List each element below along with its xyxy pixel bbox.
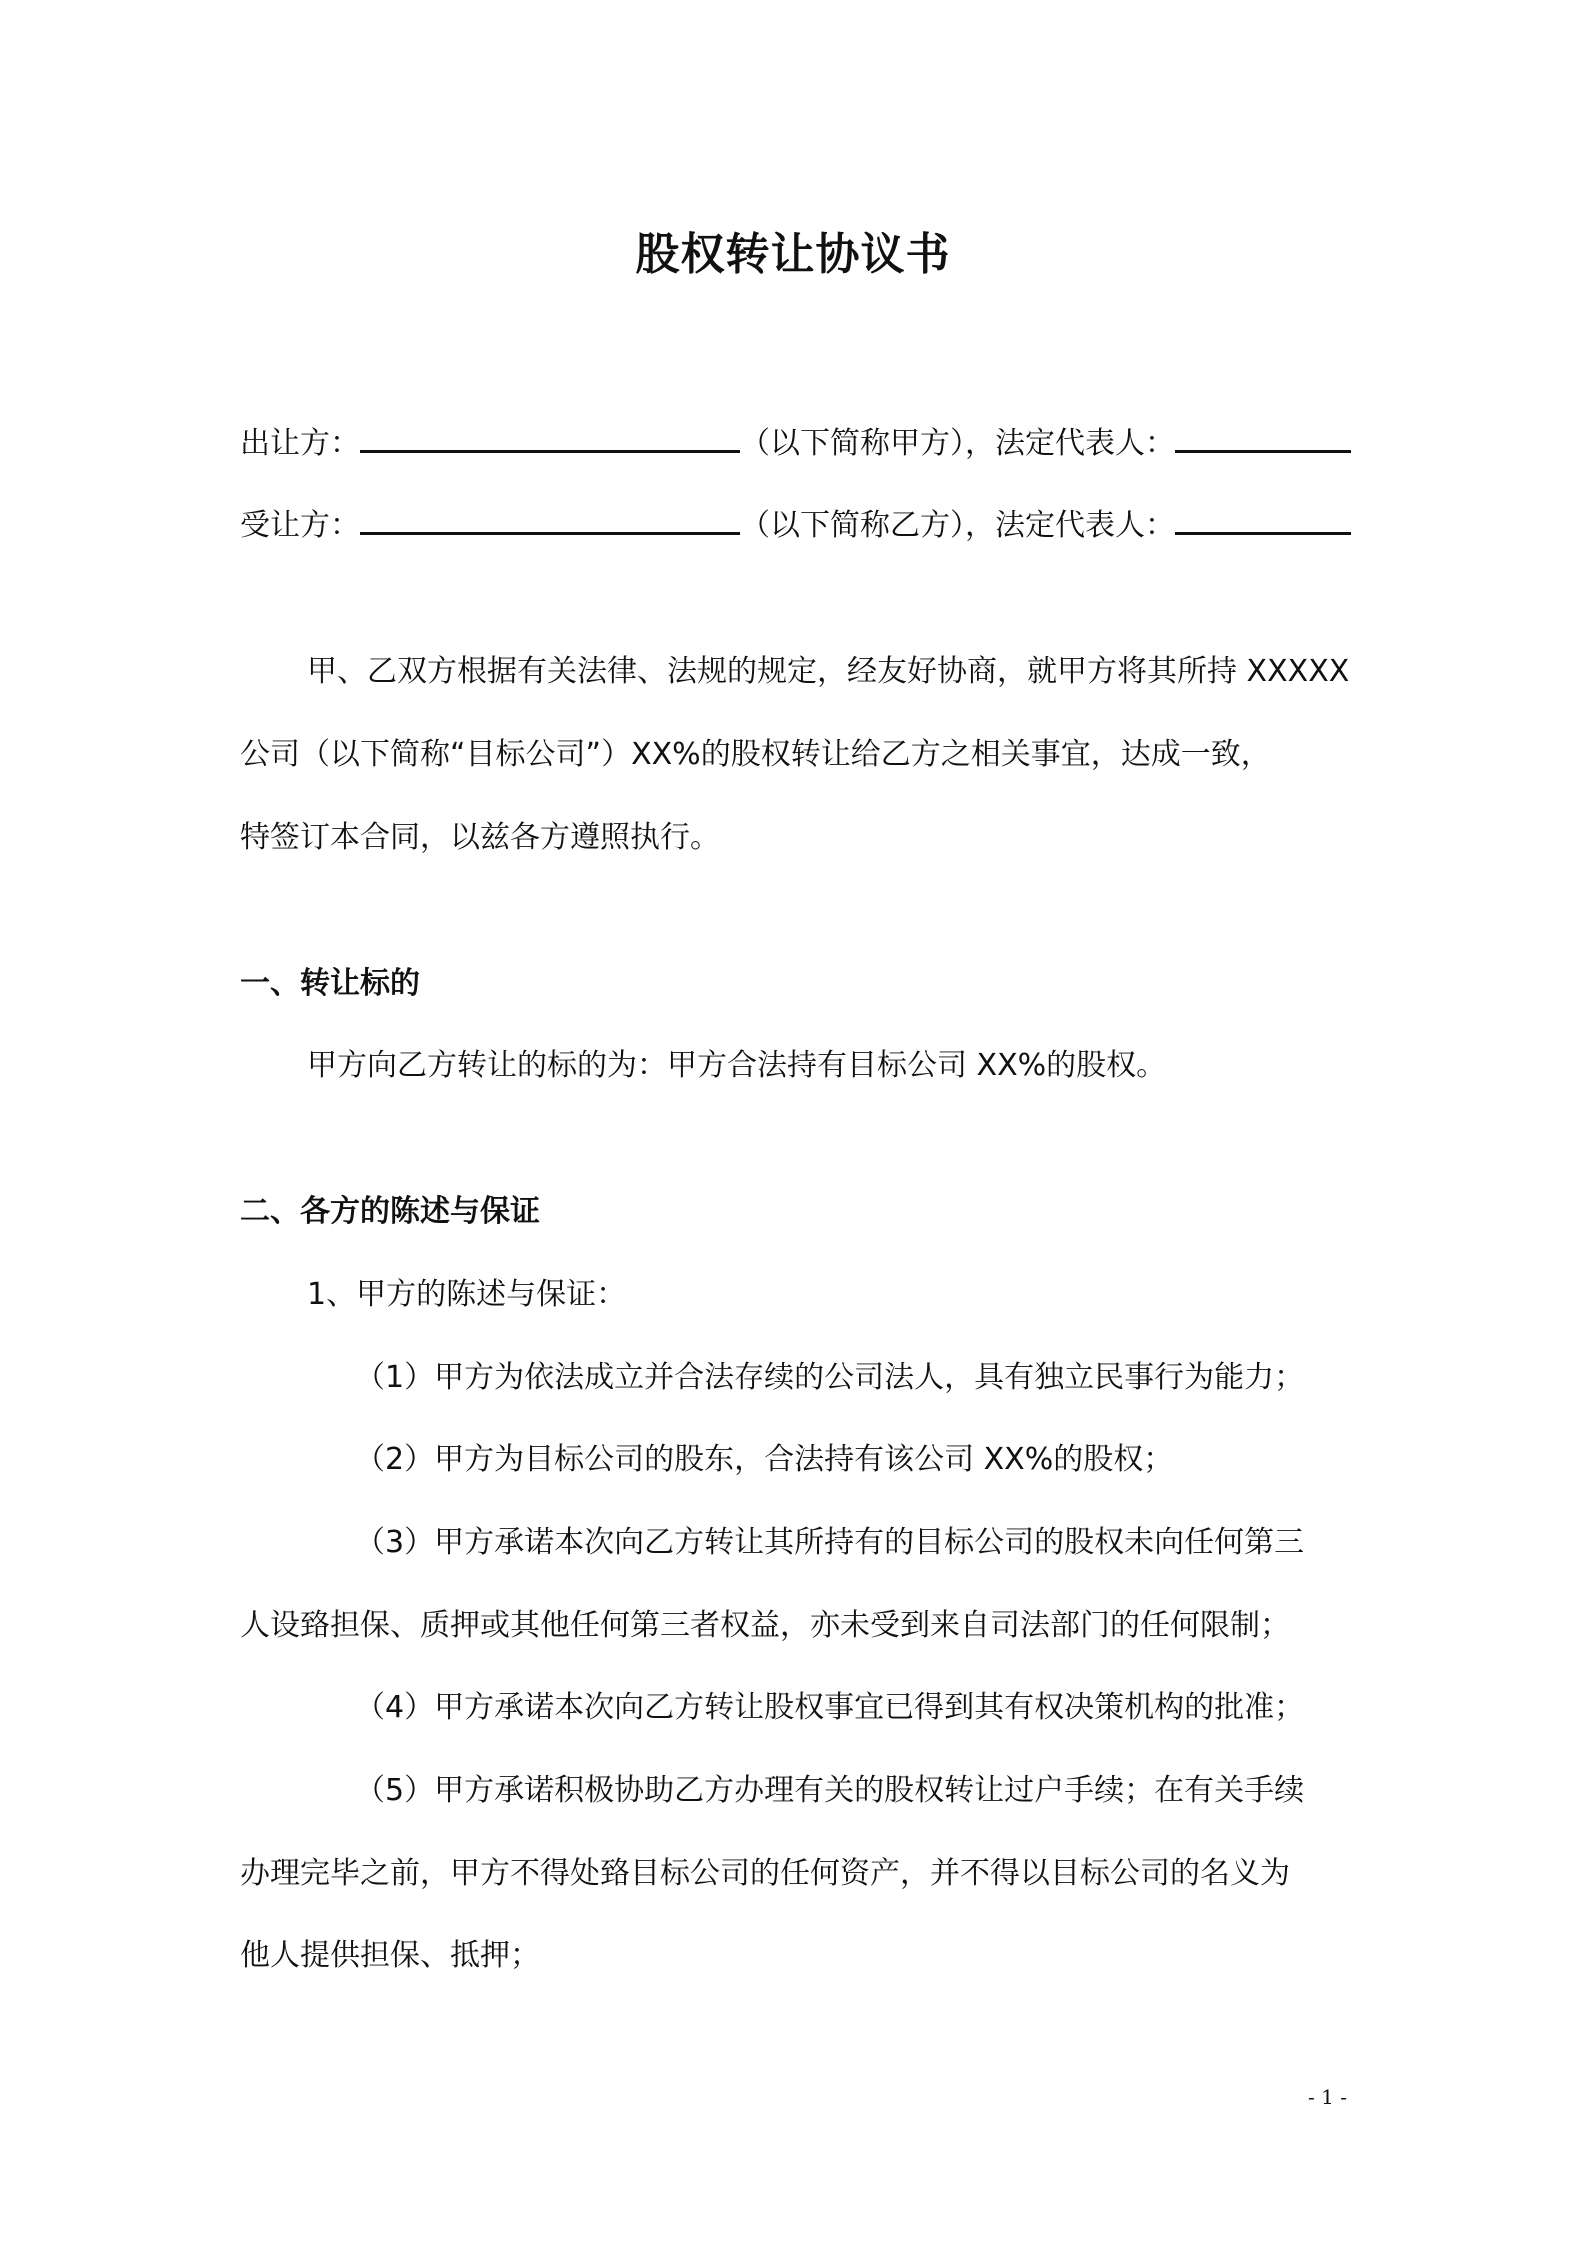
transferee-rep-blank[interactable] (1175, 502, 1351, 535)
clause-5-line-3: 他人提供担保、抵押； (240, 1938, 540, 1973)
transferor-abbr: （以下简称甲方），法定代表人： (740, 426, 1175, 461)
page-number: - 1 - (1308, 2085, 1347, 2109)
clause-4: （4）甲方承诺本次向乙方转让股权事宜已得到其有权决策机构的批准； (355, 1690, 1305, 1725)
section-1-body: 甲方向乙方转让的标的为：甲方合法持有目标公司 XX%的股权。 (307, 1048, 1167, 1083)
section-2-heading: 二、各方的陈述与保证 (240, 1194, 540, 1229)
section-1-heading: 一、转让标的 (240, 966, 420, 1001)
intro-line-3: 特签订本合同，以兹各方遵照执行。 (240, 820, 720, 855)
transferor-name-blank[interactable] (360, 420, 740, 453)
clause-1: （1）甲方为依法成立并合法存续的公司法人，具有独立民事行为能力； (355, 1360, 1305, 1395)
document-title: 股权转让协议书 (635, 229, 951, 280)
transferor-rep-blank[interactable] (1175, 420, 1351, 453)
transferor-line (240, 420, 1350, 464)
clause-2: （2）甲方为目标公司的股东，合法持有该公司 XX%的股权； (355, 1442, 1174, 1477)
clause-5-line-2: 办理完毕之前，甲方不得处臵目标公司的任何资产，并不得以目标公司的名义为 (240, 1856, 1290, 1891)
section-2-subheading: 1、甲方的陈述与保证： (307, 1277, 627, 1312)
transferee-name-blank[interactable] (360, 502, 740, 535)
intro-line-1: 甲、乙双方根据有关法律、法规的规定，经友好协商，就甲方将其所持 XXXXX (307, 654, 1350, 689)
clause-3-line-1: （3）甲方承诺本次向乙方转让其所持有的目标公司的股权未向任何第三 (355, 1525, 1305, 1560)
intro-line-2: 公司（以下简称“目标公司”）XX%的股权转让给乙方之相关事宜，达成一致， (240, 737, 1271, 772)
transferee-label: 受让方： (240, 508, 360, 543)
transferor-label: 出让方： (240, 426, 360, 461)
transferee-line (240, 502, 1350, 546)
clause-3-line-2: 人设臵担保、质押或其他任何第三者权益，亦未受到来自司法部门的任何限制； (240, 1608, 1290, 1643)
clause-5-line-1: （5）甲方承诺积极协助乙方办理有关的股权转让过户手续；在有关手续 (355, 1773, 1305, 1808)
transferee-abbr: （以下简称乙方），法定代表人： (740, 508, 1175, 543)
